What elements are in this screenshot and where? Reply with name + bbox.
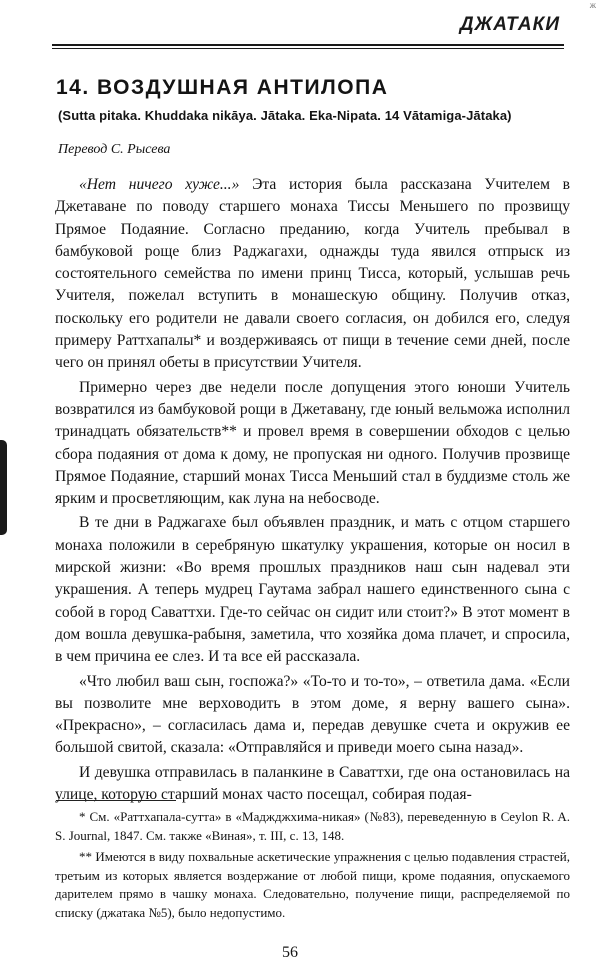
paragraph: «Что любил ваш сын, госпожа?» «То-то и то-то», – ответила дама. «Если вы позволите мне верховодить в этом доме, я верну вашего сына». «Прекрасно», – согласилась дама и, передав девушке счета и окружив ее большой свитой, сказала: «Отправляйся и приведи моего сына назад».: [55, 672, 570, 757]
header-rule-thin: [52, 48, 564, 49]
paragraph: В те дни в Раджагахе был объявлен праздник, и мать с отцом старшего монаха положили в серебряную шкатулку украшения, которые он носил в мирской жизни: «Во время прошлых праздников наш сын надевал эти украшения. А теперь мудрец Гаутама забрал нашего единственного сына с собой в город Саваттхи. Где-то сейчас он сидит или стоит?» В этот момент в дом вошла девушка-рабыня, заметила, что хозяйка дома плачет, и спросила, в чем причина ее слез. И та все ей рассказала.: [55, 514, 570, 666]
running-header: ДЖАТАКИ: [459, 14, 560, 35]
binding-edge-mark: [0, 440, 7, 535]
footnote: * См. «Раттхапала-сутта» в «Маджджхима-никая» (№83), переведенную в Ceylon R. A. S. Journal, 1847. См. также «Винaя», т. III, с. 13, 148.: [55, 809, 570, 843]
paragraph: И девушка отправилась в паланкине в Саваттхи, где она остановилась на улице, которую старший монах часто посещал, собирая подая-: [55, 763, 570, 804]
story-title: 14. ВОЗДУШНАЯ АНТИЛОПА: [56, 76, 389, 99]
footnotes: [55, 808, 570, 925]
footnote-divider: [56, 800, 176, 801]
source-reference: (Sutta pitaka. Khuddaka nikāya. Jātaka. Eka-Nipata. 14 Vātamiga-Jātaka): [58, 108, 512, 123]
page-number: 56: [282, 944, 298, 961]
paragraph: [55, 174, 570, 375]
paragraph: Примерно через две недели после допущения этого юноши Учитель возвратился из бамбуковой рощи в Джетавану, где юный вельможа исполнил тринадцать обязательств** и провел время в совершении обходов с целью сбора подаяния от дома к дому, не пропуская ни одного. Получив прозвище Прямое Подаяние, старший монах Тисса Меньший стал в буддизме столь же ярким и просветляющим, как луна на небосводе.: [55, 378, 570, 508]
footnote: ** Имеются в виду похвальные аскетические упражнения с целью подавления страстей, третьим из которых является воздержание от любой пищи, кроме подаяния, опускаемого дарителем прямо в чашку монаха. Следовательно, получение пищи, распределяемой по списку (джатака №5), было недопустимо.: [55, 849, 570, 920]
paragraph-lead: «Нет ничего хуже...»: [79, 176, 240, 193]
corner-mark: ж: [589, 0, 596, 10]
body-text: [55, 174, 570, 808]
translator-credit: Перевод С. Рысева: [58, 142, 171, 157]
paragraph-text: Эта история была рассказана Учителем в Джетаване по поводу старшего монаха Тиссы Меньшего по прозвищу Прямое Подаяние. Согласно преданию, когда Учитель пребывал в бамбуковой роще близ Раджагахи, однажды туда явился отпрыск из состоятельного семейства по имени принц Тисса, который, услышав речь Учителя, пожелал вступить в монашескую общину. Получив отказ, поскольку его родители не давали своего согласия, он добился его, следуя примеру Раттхапалы* и воздерживаясь от пищи в течение семи дней, после чего он принял обеты в присутствии Учителя.: [55, 176, 570, 372]
header-rule-thick: [52, 44, 564, 46]
